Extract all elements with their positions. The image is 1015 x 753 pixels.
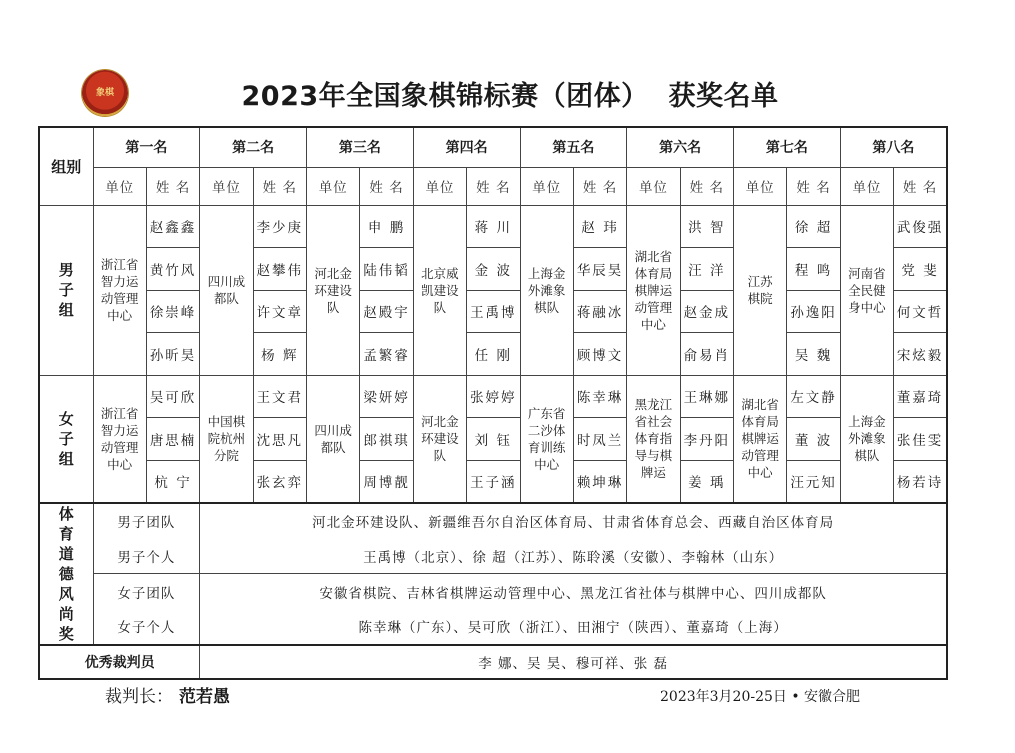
team-unit xyxy=(627,375,680,503)
team-unit xyxy=(93,205,146,375)
player-name: 顾博文 xyxy=(573,333,626,376)
men-row xyxy=(39,333,947,376)
team-unit-text: 中国棋院杭州分院 xyxy=(207,414,246,463)
award-winners: 陈幸琳（广东）、吴可欣（浙江）、田湘宁（陕西）、董嘉琦（上海） xyxy=(200,609,947,645)
player-name: 吴 魏 xyxy=(787,333,840,376)
women-row xyxy=(39,418,947,461)
men-group-text: 男子组 xyxy=(58,261,74,319)
team-unit xyxy=(840,375,893,503)
place-header: 第六名 xyxy=(627,127,734,167)
player-name: 蒋 川 xyxy=(467,205,520,248)
name-header: 姓 名 xyxy=(894,167,947,205)
men-group-label xyxy=(39,205,93,375)
men-row xyxy=(39,290,947,333)
team-unit xyxy=(840,205,893,375)
player-name: 左文静 xyxy=(787,375,840,418)
player-name: 孙昕昊 xyxy=(146,333,199,376)
player-name: 洪 智 xyxy=(680,205,733,248)
player-name: 张婷婷 xyxy=(467,375,520,418)
team-unit-text: 上海金外滩象棋队 xyxy=(527,265,566,315)
player-name: 赵 玮 xyxy=(573,205,626,248)
name-header: 姓 名 xyxy=(467,167,520,205)
team-unit-text: 河北金环建设队 xyxy=(421,414,459,463)
team-unit-text: 浙江省智力运动管理中心 xyxy=(100,405,139,472)
men-row xyxy=(39,248,947,291)
place-header: 第四名 xyxy=(413,127,520,167)
team-unit-text: 河北金环建设队 xyxy=(314,265,352,315)
name-header: 姓 名 xyxy=(360,167,413,205)
sportsmanship-label-text: 体育道德风尚奖 xyxy=(58,504,74,643)
player-name: 徐崇峰 xyxy=(146,290,199,333)
player-name: 李丹阳 xyxy=(680,418,733,461)
unit-header: 单位 xyxy=(413,167,466,205)
name-header: 姓 名 xyxy=(680,167,733,205)
player-name: 赵攀伟 xyxy=(253,248,306,291)
place-header: 第二名 xyxy=(200,127,307,167)
player-name: 赵鑫鑫 xyxy=(146,205,199,248)
player-name: 蒋融冰 xyxy=(573,290,626,333)
unit-header: 单位 xyxy=(840,167,893,205)
women-group-text: 女子组 xyxy=(58,409,74,468)
player-name: 赵金成 xyxy=(680,290,733,333)
team-unit xyxy=(734,375,787,503)
player-name: 许文章 xyxy=(253,290,306,333)
unit-header: 单位 xyxy=(200,167,253,205)
player-name: 武俊强 xyxy=(894,205,947,248)
player-name: 华辰昊 xyxy=(573,248,626,291)
unit-header: 单位 xyxy=(307,167,360,205)
award-winners: 河北金环建设队、新疆维吾尔自治区体育局、甘肃省体育总会、西藏自治区体育局 xyxy=(200,503,947,539)
player-name: 王文君 xyxy=(253,375,306,418)
player-name: 李少庚 xyxy=(253,205,306,248)
team-unit xyxy=(200,205,253,375)
player-name: 姜 瑀 xyxy=(680,460,733,503)
player-name: 梁妍婷 xyxy=(360,375,413,418)
award-category: 女子个人 xyxy=(93,609,200,645)
unit-header: 单位 xyxy=(627,167,680,205)
player-name: 程 鸣 xyxy=(787,248,840,291)
date-location: 2023年3月20-25日 • 安徽合肥 xyxy=(660,689,861,705)
name-header: 姓 名 xyxy=(573,167,626,205)
team-unit-text: 北京威凯建设队 xyxy=(421,265,459,315)
player-name: 杭 宁 xyxy=(146,460,199,503)
team-unit xyxy=(413,205,466,375)
player-name: 张玄弈 xyxy=(253,460,306,503)
player-name: 孙逸阳 xyxy=(787,290,840,333)
player-name: 王子涵 xyxy=(467,460,520,503)
team-unit xyxy=(627,205,680,375)
player-name: 张佳雯 xyxy=(894,418,947,461)
player-name: 俞易肖 xyxy=(680,333,733,376)
sportsmanship-row xyxy=(39,574,947,610)
team-unit-text: 四川成都队 xyxy=(207,274,246,306)
unit-header: 单位 xyxy=(734,167,787,205)
player-name: 唐思楠 xyxy=(146,418,199,461)
player-name: 杨 辉 xyxy=(253,333,306,376)
player-name: 时凤兰 xyxy=(573,418,626,461)
page-title: 2023年全国象棋锦标赛（团体） 获奖名单 xyxy=(241,81,779,112)
place-header: 第一名 xyxy=(93,127,200,167)
chief-referee-label: 裁判长： xyxy=(105,687,173,707)
team-unit-text: 上海金外滩象棋队 xyxy=(848,414,886,463)
logo-text: 象棋 xyxy=(95,87,114,98)
player-name: 刘 钰 xyxy=(467,418,520,461)
unit-header: 单位 xyxy=(520,167,573,205)
referees-row xyxy=(39,645,947,679)
team-unit-text: 四川成都队 xyxy=(314,422,352,455)
team-unit-text: 江苏棋院 xyxy=(747,274,773,306)
place-header: 第三名 xyxy=(307,127,414,167)
player-name: 沈思凡 xyxy=(253,418,306,461)
player-name: 董 波 xyxy=(787,418,840,461)
group-header: 组别 xyxy=(39,127,93,205)
team-unit xyxy=(520,205,573,375)
player-name: 陆伟韬 xyxy=(360,248,413,291)
places-header-row xyxy=(39,127,947,167)
player-name: 赖坤琳 xyxy=(573,460,626,503)
player-name: 郎祺琪 xyxy=(360,418,413,461)
award-category: 女子团队 xyxy=(93,574,200,610)
player-name: 陈幸琳 xyxy=(573,375,626,418)
award-category: 男子团队 xyxy=(93,503,200,539)
team-unit xyxy=(734,205,787,375)
player-name: 何文哲 xyxy=(894,290,947,333)
team-unit-text: 湖北省体育局棋牌运动管理中心 xyxy=(634,248,673,332)
name-header: 姓 名 xyxy=(146,167,199,205)
player-name: 党 斐 xyxy=(894,248,947,291)
association-logo xyxy=(82,70,128,116)
player-name: 汪 洋 xyxy=(680,248,733,291)
chief-referee-name: 范若愚 xyxy=(179,687,230,707)
player-name: 徐 超 xyxy=(787,205,840,248)
place-header: 第八名 xyxy=(840,127,947,167)
player-name: 吴可欣 xyxy=(146,375,199,418)
player-name: 孟繁睿 xyxy=(360,333,413,376)
sportsmanship-label xyxy=(39,503,93,645)
team-unit xyxy=(520,375,573,503)
women-row xyxy=(39,460,947,503)
women-row xyxy=(39,375,947,418)
team-unit-text: 黑龙江省社会体育指导与棋牌运 xyxy=(634,397,673,480)
team-unit-text: 浙江省智力运动管理中心 xyxy=(100,257,139,323)
team-unit xyxy=(307,375,360,503)
chief-referee xyxy=(105,682,230,707)
referees-names: 李 娜、吴 昊、穆可祥、张 磊 xyxy=(200,645,947,679)
player-name: 周博靓 xyxy=(360,460,413,503)
award-category: 男子个人 xyxy=(93,538,200,574)
name-header: 姓 名 xyxy=(787,167,840,205)
women-group-label xyxy=(39,375,93,503)
award-winners: 王禹博（北京）、徐 超（江苏）、陈聆溪（安徽）、李翰林（山东） xyxy=(200,538,947,574)
place-header: 第七名 xyxy=(734,127,841,167)
sportsmanship-row xyxy=(39,609,947,645)
sportsmanship-row xyxy=(39,503,947,539)
subheader-row xyxy=(39,167,947,205)
player-name: 金 波 xyxy=(467,248,520,291)
referees-label: 优秀裁判员 xyxy=(39,645,200,679)
player-name: 董嘉琦 xyxy=(894,375,947,418)
player-name: 汪元知 xyxy=(787,460,840,503)
place-header: 第五名 xyxy=(520,127,627,167)
player-name: 任 刚 xyxy=(467,333,520,376)
team-unit-text: 湖北省体育局棋牌运动管理中心 xyxy=(741,397,779,480)
player-name: 王禹博 xyxy=(467,290,520,333)
player-name: 赵殿宇 xyxy=(360,290,413,333)
team-unit xyxy=(307,205,360,375)
award-winners: 安徽省棋院、吉林省棋牌运动管理中心、黑龙江省社体与棋牌中心、四川成都队 xyxy=(200,574,947,610)
player-name: 黄竹风 xyxy=(146,248,199,291)
player-name: 王琳娜 xyxy=(680,375,733,418)
unit-header: 单位 xyxy=(93,167,146,205)
player-name: 申 鹏 xyxy=(360,205,413,248)
men-row xyxy=(39,205,947,248)
team-unit-text: 广东省二沙体育训练中心 xyxy=(527,405,566,472)
sportsmanship-row xyxy=(39,538,947,574)
team-unit xyxy=(93,375,146,503)
player-name: 宋炫毅 xyxy=(894,333,947,376)
team-unit-text: 河南省全民健身中心 xyxy=(848,265,886,315)
team-unit xyxy=(200,375,253,503)
player-name: 杨若诗 xyxy=(894,460,947,503)
team-unit xyxy=(413,375,466,503)
name-header: 姓 名 xyxy=(253,167,306,205)
awards-table xyxy=(38,126,948,680)
